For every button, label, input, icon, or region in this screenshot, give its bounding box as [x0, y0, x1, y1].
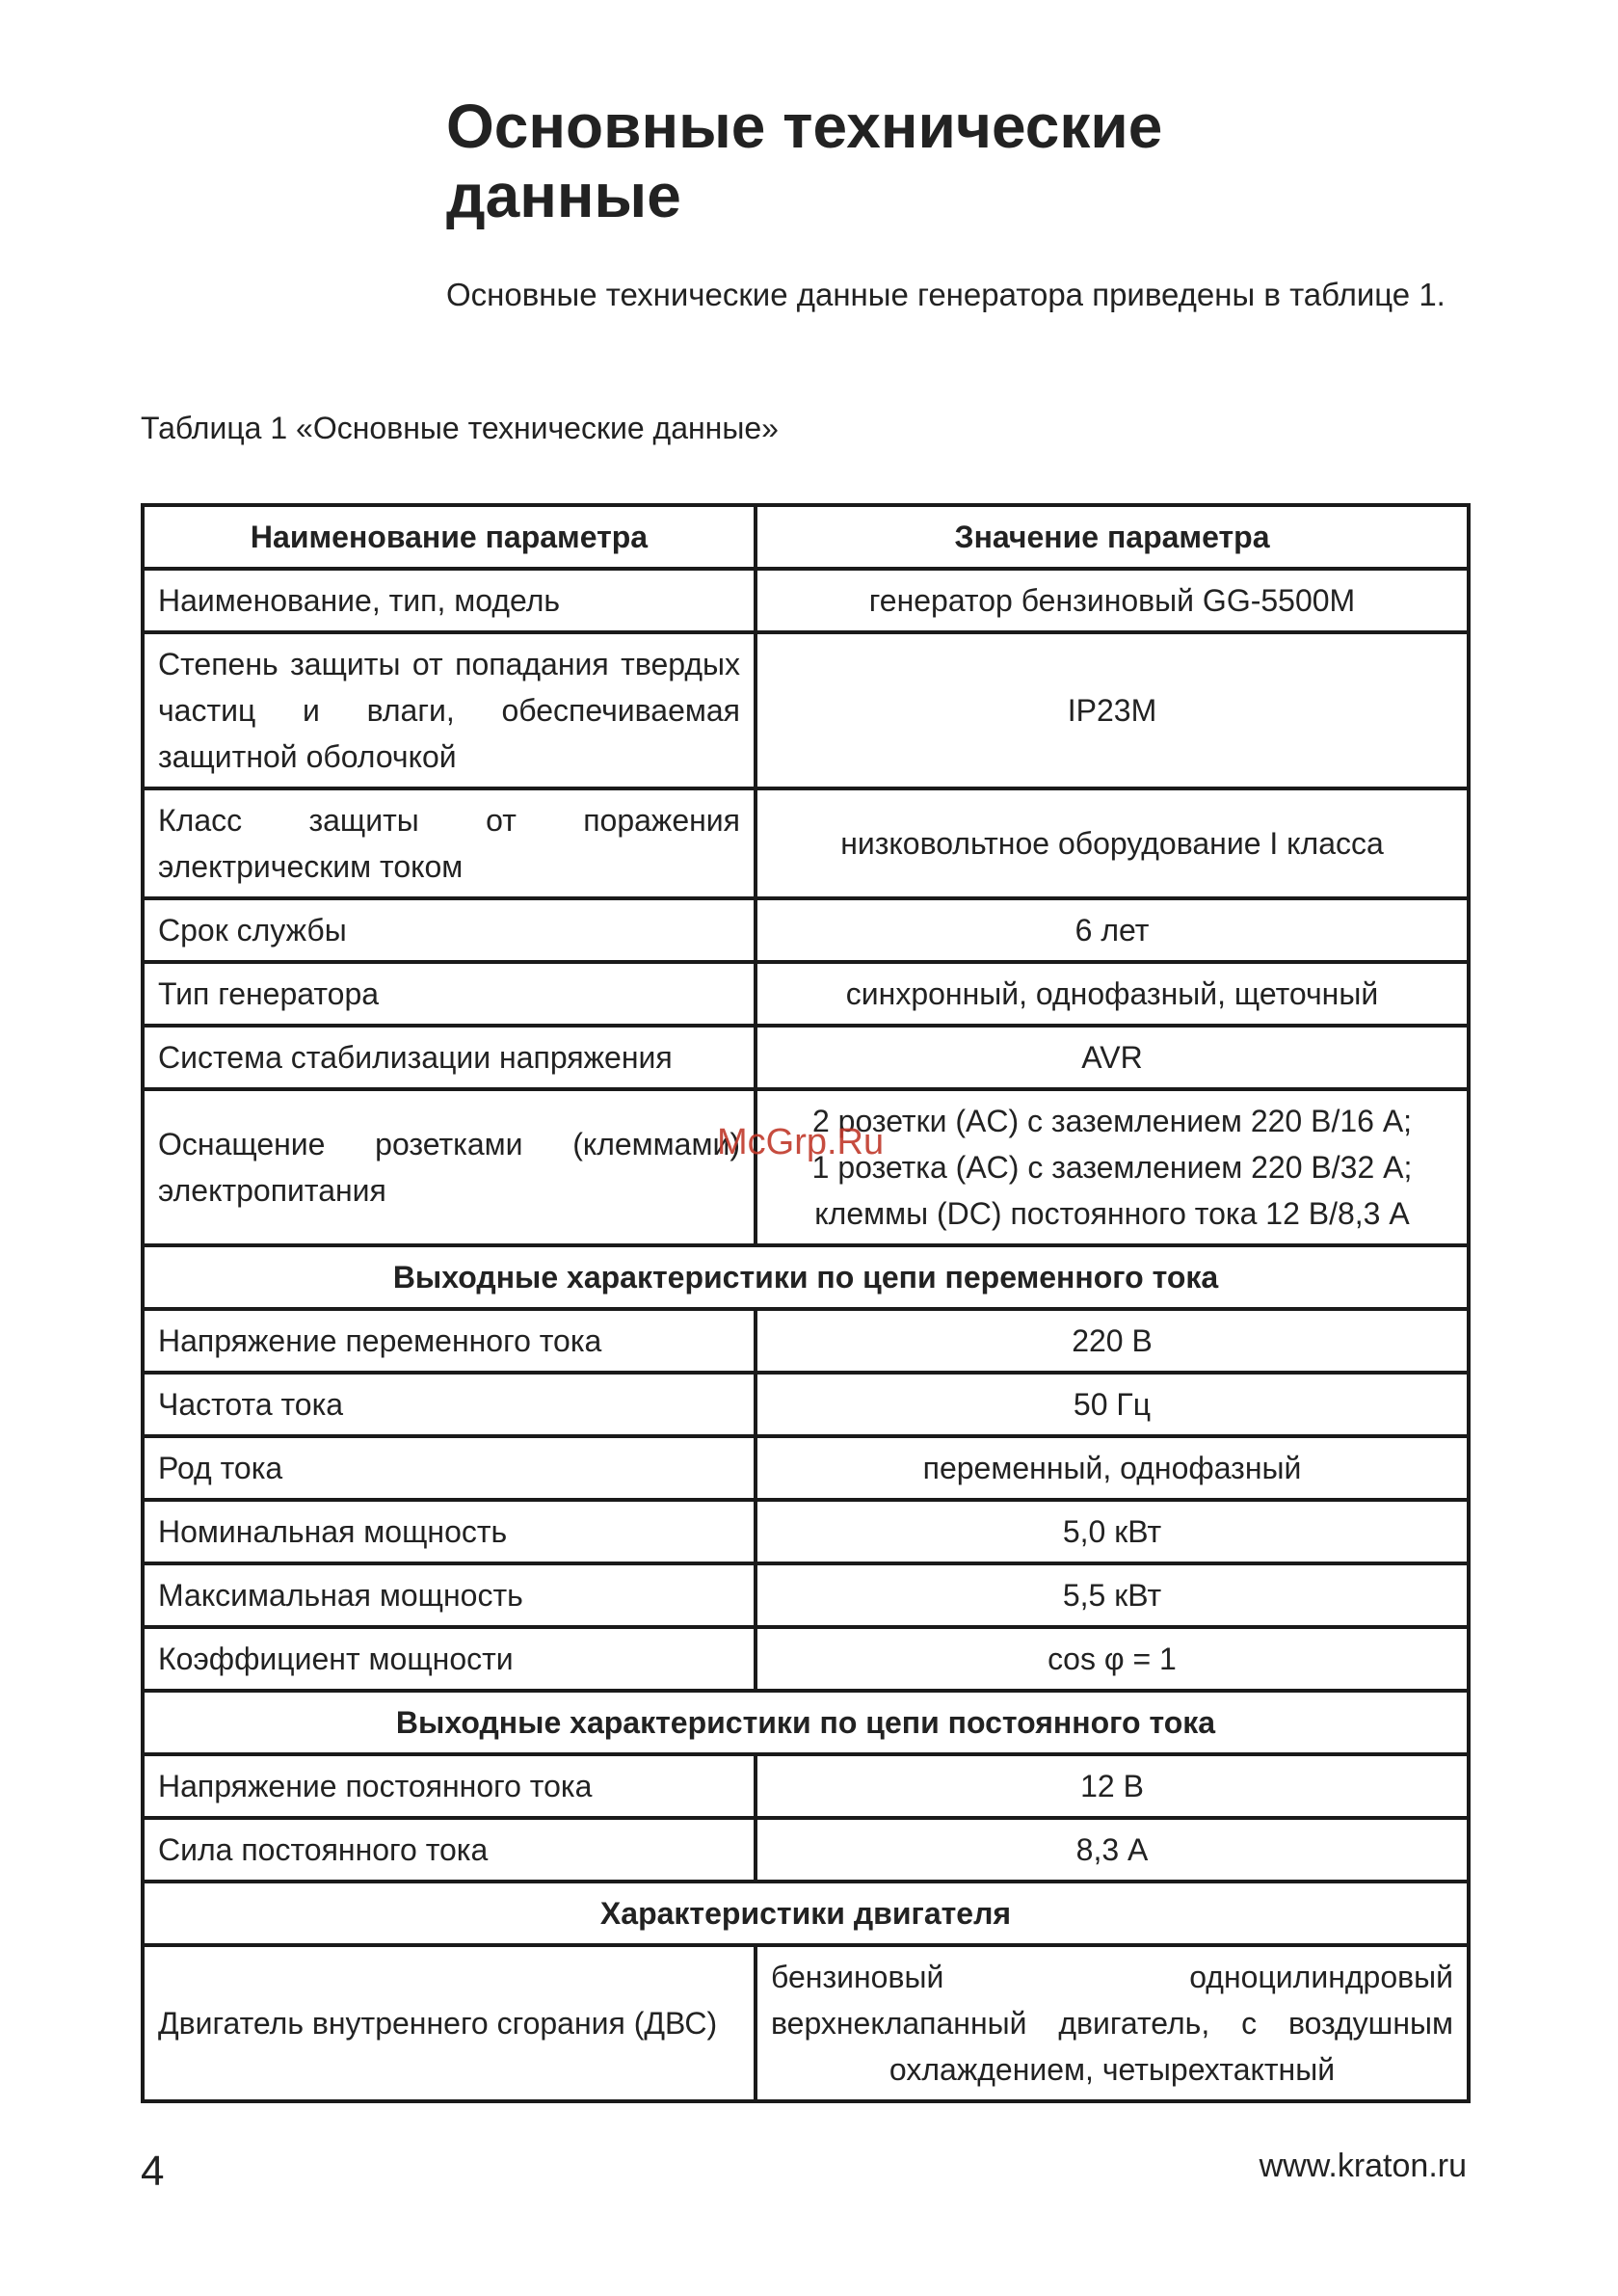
table-row: [143, 962, 1469, 1026]
param-cell: Срок службы: [143, 898, 756, 962]
table-row: [143, 632, 1469, 788]
value-cell: 6 лет: [756, 898, 1469, 962]
param-cell: Оснащение розетками (клеммами) электропитания: [143, 1089, 756, 1245]
param-cell: Система стабилизации напряжения: [143, 1026, 756, 1089]
section-dc-title: Выходные характеристики по цепи постоянного тока: [143, 1691, 1469, 1754]
value-line: 1 розетка (AC) с заземлением 220 В/32 А;: [811, 1150, 1413, 1185]
table-row: [143, 898, 1469, 962]
table-row: [143, 1754, 1469, 1818]
value-cell: синхронный, однофазный, щеточный: [756, 962, 1469, 1026]
table-row: [143, 1089, 1469, 1245]
param-cell: Напряжение постоянного тока: [143, 1754, 756, 1818]
table-row: [143, 1373, 1469, 1436]
value-cell: IP23M: [756, 632, 1469, 788]
header-param: Наименование параметра: [143, 505, 756, 569]
param-cell: Род тока: [143, 1436, 756, 1500]
param-cell: Максимальная мощность: [143, 1563, 756, 1627]
param-cell: Наименование, тип, модель: [143, 569, 756, 632]
param-cell: Коэффициент мощности: [143, 1627, 756, 1691]
value-cell: 8,3 А: [756, 1818, 1469, 1882]
table-row: [143, 1627, 1469, 1691]
table-header-row: [143, 505, 1469, 569]
table-row: [143, 1563, 1469, 1627]
header-value: Значение параметра: [756, 505, 1469, 569]
value-cell: бензиновый одноцилиндровый верхнеклапанный двигатель, с воздушным охлаждением, четырехтактный: [756, 1945, 1469, 2101]
value-cell: 12 В: [756, 1754, 1469, 1818]
value-cell: cos φ = 1: [756, 1627, 1469, 1691]
section-row: [143, 1882, 1469, 1945]
value-cell: 50 Гц: [756, 1373, 1469, 1436]
value-cell: 220 В: [756, 1309, 1469, 1373]
table-row: [143, 788, 1469, 898]
param-cell: Степень защиты от попадания твердых частиц и влаги, обеспечиваемая защитной оболочкой: [143, 632, 756, 788]
param-cell: Номинальная мощность: [143, 1500, 756, 1563]
website-link[interactable]: www.kraton.ru: [1259, 2148, 1467, 2184]
section-engine-title: Характеристики двигателя: [143, 1882, 1469, 1945]
page-number: 4: [141, 2148, 165, 2195]
param-cell: Сила постоянного тока: [143, 1818, 756, 1882]
page-title-line-2: данные: [446, 161, 681, 230]
page-title: [446, 92, 1217, 230]
table-row: [143, 1436, 1469, 1500]
table-row: [143, 1945, 1469, 2101]
table-row: [143, 1818, 1469, 1882]
param-cell: Двигатель внутреннего сгорания (ДВС): [143, 1945, 756, 2101]
table-caption: Таблица 1 «Основные технические данные»: [141, 411, 779, 445]
value-cell: AVR: [756, 1026, 1469, 1089]
table-row: [143, 569, 1469, 632]
value-cell: 5,0 кВт: [756, 1500, 1469, 1563]
table-row: [143, 1026, 1469, 1089]
intro-paragraph: Основные технические данные генератора приведены в таблице 1.: [446, 277, 1446, 312]
specs-table: [141, 503, 1471, 2103]
value-cell: переменный, однофазный: [756, 1436, 1469, 1500]
param-cell: Напряжение переменного тока: [143, 1309, 756, 1373]
param-cell: Частота тока: [143, 1373, 756, 1436]
value-cell: низковольтное оборудование I класса: [756, 788, 1469, 898]
section-ac-title: Выходные характеристики по цепи переменного тока: [143, 1245, 1469, 1309]
param-cell: Класс защиты от поражения электрическим током: [143, 788, 756, 898]
value-cell: генератор бензиновый GG-5500M: [756, 569, 1469, 632]
table-row: [143, 1500, 1469, 1563]
value-line: 2 розетки (AC) с заземлением 220 В/16 А;: [811, 1104, 1413, 1138]
section-row: [143, 1245, 1469, 1309]
value-cell: 5,5 кВт: [756, 1563, 1469, 1627]
page-title-line-1: Основные технические: [446, 92, 1163, 161]
value-line: клеммы (DC) постоянного тока 12 В/8,3 А: [814, 1196, 1410, 1231]
table-row: [143, 1309, 1469, 1373]
param-cell: Тип генератора: [143, 962, 756, 1026]
value-cell: [756, 1089, 1469, 1245]
section-row: [143, 1691, 1469, 1754]
watermark: McGrp.Ru: [717, 1122, 885, 1162]
